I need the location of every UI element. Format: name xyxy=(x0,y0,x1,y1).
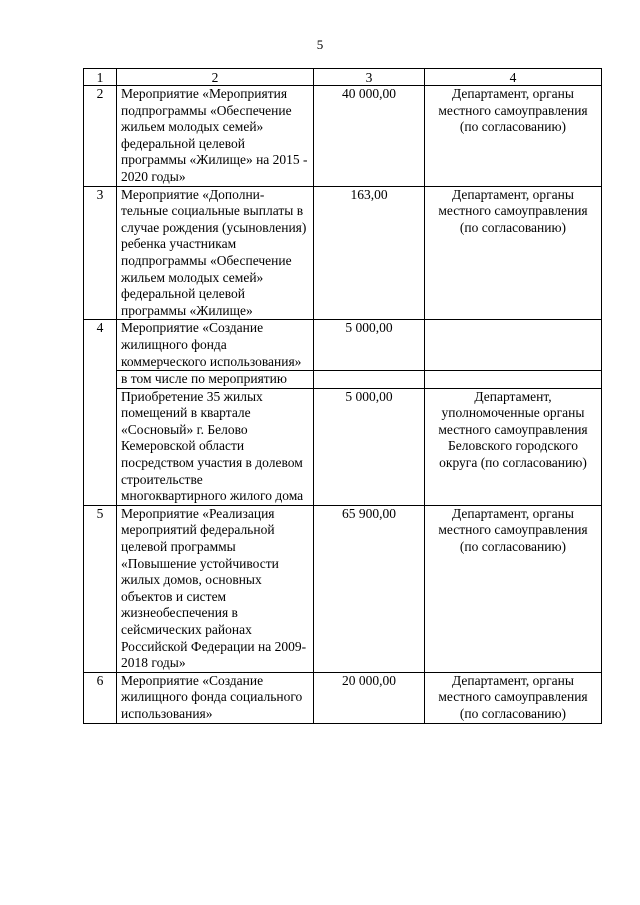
funding-amount: 163,00 xyxy=(314,186,425,320)
responsible-organization: Департамент, органы местного самоуправления (по согласованию) xyxy=(425,672,602,723)
funding-amount: 5 000,00 xyxy=(314,388,425,505)
table-header-row xyxy=(84,69,602,86)
header-col-4: 4 xyxy=(425,69,602,86)
row-number: 3 xyxy=(84,186,117,320)
header-col-1: 1 xyxy=(84,69,117,86)
row-number: 4 xyxy=(84,320,117,506)
row-number: 5 xyxy=(84,505,117,672)
measure-description: Мероприятие «Создание жилищного фонда коммерческого использования» xyxy=(117,320,314,371)
table-row xyxy=(84,672,602,723)
responsible-organization: Департамент, органы местного самоуправления (по согласованию) xyxy=(425,186,602,320)
table-row xyxy=(84,371,602,389)
funding-amount: 20 000,00 xyxy=(314,672,425,723)
funding-amount xyxy=(314,371,425,389)
responsible-organization: Департамент, уполномоченные органы местного самоуправления Беловского городского округа (по согласованию) xyxy=(425,388,602,505)
responsible-organization xyxy=(425,320,602,371)
row-number: 2 xyxy=(84,86,117,187)
funding-amount: 65 900,00 xyxy=(314,505,425,672)
measure-description: Мероприятие «Дополни-тельные социальные выплаты в случае рождения (усыновления) ребенка участникам подпрограммы «Обеспечение жильем молодых семей» федеральной целевой программы «Жилище» xyxy=(117,186,314,320)
responsible-organization: Департамент, органы местного самоуправления (по согласованию) xyxy=(425,505,602,672)
funding-amount: 40 000,00 xyxy=(314,86,425,187)
responsible-organization: Департамент, органы местного самоуправления (по согласованию) xyxy=(425,86,602,187)
table-row xyxy=(84,86,602,187)
table-row xyxy=(84,320,602,371)
funding-amount: 5 000,00 xyxy=(314,320,425,371)
measure-subheading: в том числе по мероприятию xyxy=(117,371,314,389)
page-number: 5 xyxy=(316,37,324,52)
responsible-organization xyxy=(425,371,602,389)
measure-description: Приобретение 35 жилых помещений в квартале «Сосновый» г. Белово Кемеровской области посредством участия в долевом строительстве многоквартирного жилого дома xyxy=(117,388,314,505)
header-col-3: 3 xyxy=(314,69,425,86)
header-col-2: 2 xyxy=(117,69,314,86)
row-number: 6 xyxy=(84,672,117,723)
measure-description: Мероприятие «Реализация мероприятий федеральной целевой программы «Повышение устойчивости жилых домов, основных объектов и систем жизнеобеспечения в сейсмических районах Российской Федерации на 2009-2018 годы» xyxy=(117,505,314,672)
table-row xyxy=(84,186,602,320)
table-row xyxy=(84,388,602,505)
measure-description: Мероприятие «Создание жилищного фонда социального использования» xyxy=(117,672,314,723)
measure-description: Мероприятие «Мероприятия подпрограммы «Обеспечение жильем молодых семей» федеральной целевой программы «Жилище» на 2015 - 2020 годы» xyxy=(117,86,314,187)
measures-table xyxy=(83,68,602,724)
table-row xyxy=(84,505,602,672)
